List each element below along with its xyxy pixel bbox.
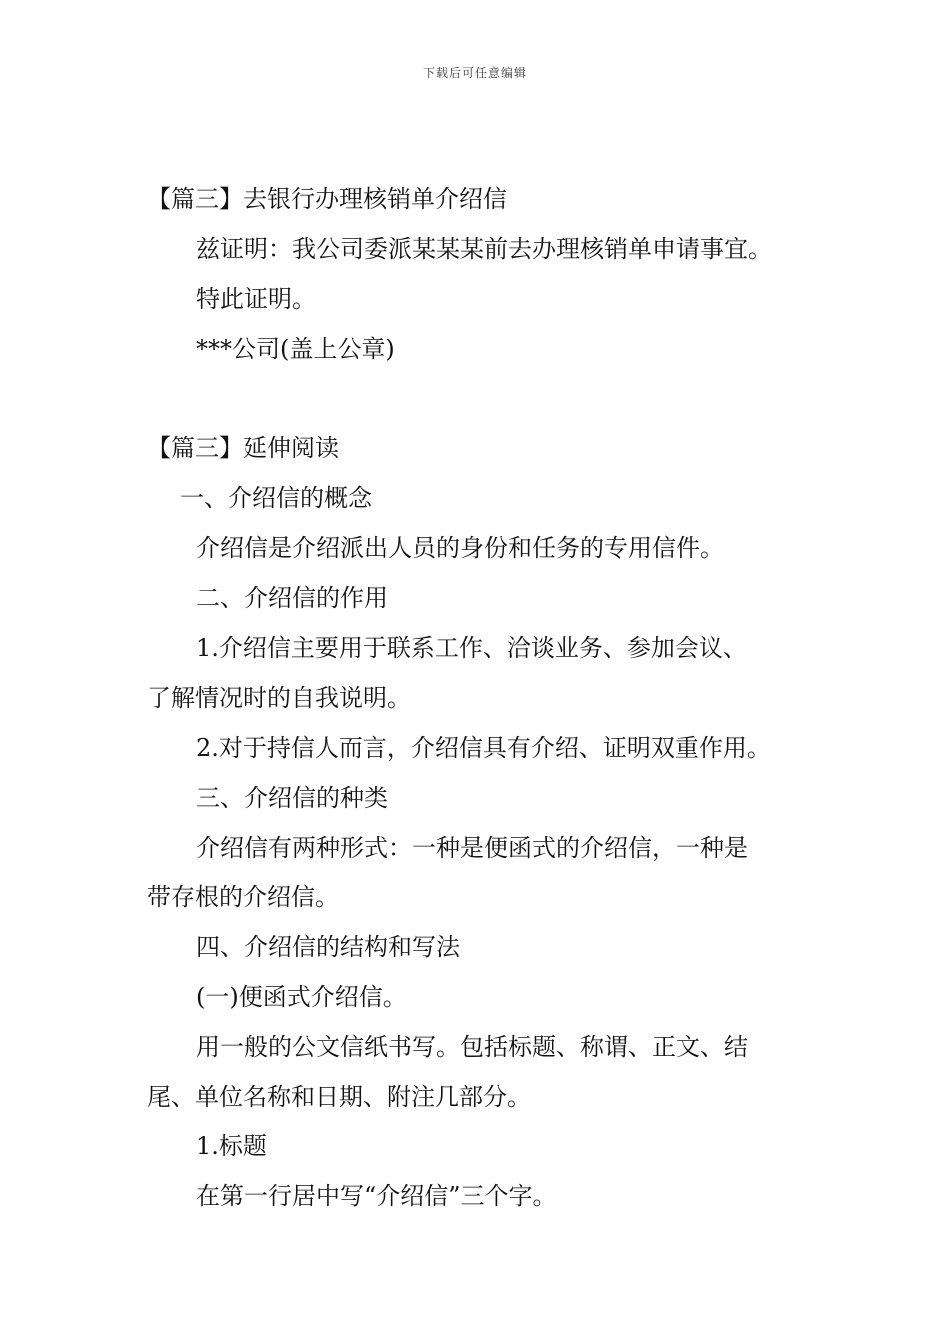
page-header: 下载后可任意编辑 bbox=[422, 66, 527, 80]
paragraph-function-2: 2.对于持信人而言，介绍信具有介绍、证明双重作用。 bbox=[196, 734, 771, 762]
paragraph-hereby: 特此证明。 bbox=[196, 285, 316, 313]
heading-function: 二、介绍信的作用 bbox=[196, 584, 388, 612]
paragraph-types-line1: 介绍信有两种形式：一种是便函式的介绍信，一种是 bbox=[196, 834, 748, 862]
paragraph-function-1-line1: 1.介绍信主要用于联系工作、洽谈业务、参加会议、 bbox=[196, 634, 747, 662]
subheading-memo-letter: (一)便函式介绍信。 bbox=[196, 983, 407, 1011]
paragraph-certify: 兹证明：我公司委派某某某前去办理核销单申请事宜。 bbox=[196, 235, 772, 263]
paragraph-memo-line1: 用一般的公文信纸书写。包括标题、称谓、正文、结 bbox=[196, 1033, 748, 1061]
paragraph-function-1-line2: 了解情况时的自我说明。 bbox=[147, 684, 411, 712]
paragraph-company-seal: ***公司(盖上公章) bbox=[196, 335, 395, 363]
section-title-extended-reading: 【篇三】延伸阅读 bbox=[147, 434, 339, 462]
paragraph-concept: 介绍信是介绍派出人员的身份和任务的专用信件。 bbox=[196, 534, 724, 562]
paragraph-memo-line2: 尾、单位名称和日期、附注几部分。 bbox=[147, 1083, 531, 1111]
heading-concept: 一、介绍信的概念 bbox=[180, 484, 372, 512]
section-title-bank-letter: 【篇三】去银行办理核销单介绍信 bbox=[147, 185, 507, 213]
heading-structure: 四、介绍信的结构和写法 bbox=[196, 933, 460, 961]
heading-types: 三、介绍信的种类 bbox=[196, 784, 388, 812]
paragraph-types-line2: 带存根的介绍信。 bbox=[147, 883, 339, 911]
item-title-heading: 1.标题 bbox=[196, 1132, 267, 1160]
item-title-text: 在第一行居中写“介绍信”三个字。 bbox=[196, 1182, 557, 1210]
